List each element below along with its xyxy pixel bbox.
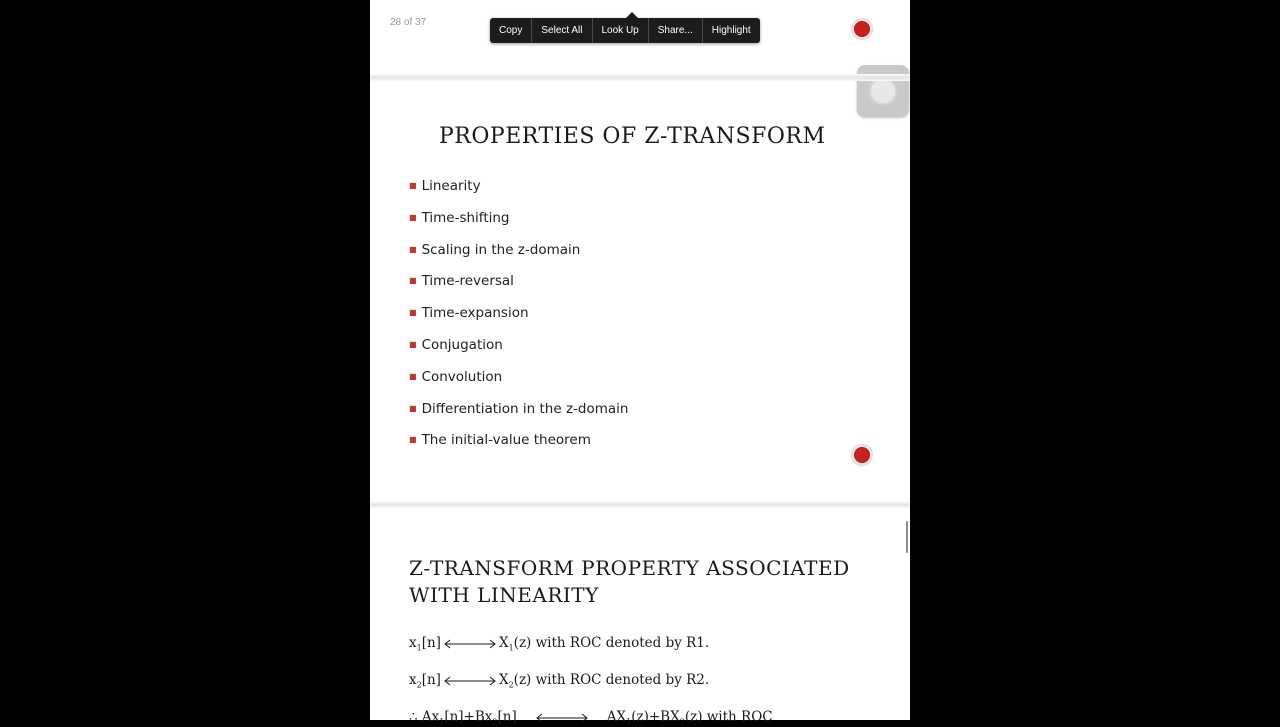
page-divider xyxy=(370,74,910,81)
list-item: ■ The initial-value theorem xyxy=(409,432,591,449)
slide-title: PROPERTIES OF Z-TRANSFORM xyxy=(439,124,826,149)
page-divider xyxy=(370,501,910,508)
list-item: ■ Conjugation xyxy=(409,336,503,353)
bullet-icon: ■ xyxy=(409,212,417,222)
bullet-icon: ■ xyxy=(409,435,417,445)
copy-menu-item[interactable]: Copy xyxy=(499,25,523,36)
bullet-icon: ■ xyxy=(409,244,417,254)
properties-list xyxy=(409,178,628,464)
highlight-menu-item[interactable]: Highlight xyxy=(702,18,760,43)
equation-line: $x_1[n]$ $X_1(z)$ with ROC denoted by R1. xyxy=(409,635,710,653)
bullet-icon: ■ xyxy=(409,403,417,413)
double-arrow-icon xyxy=(443,676,497,686)
bullet-icon: ■ xyxy=(409,276,417,286)
double-arrow-icon xyxy=(443,639,497,649)
assistive-touch-button[interactable] xyxy=(857,65,909,117)
list-item: ■ Scaling in the z-domain xyxy=(409,241,581,258)
record-dot-icon[interactable] xyxy=(852,445,872,465)
list-item: ■ Time-expansion xyxy=(409,305,529,322)
document-page xyxy=(370,0,910,727)
list-item: ■ Differentiation in the z-domain xyxy=(409,400,629,417)
scrollbar-thumb[interactable] xyxy=(906,521,908,553)
bullet-icon: ■ xyxy=(409,371,417,381)
text-context-menu xyxy=(490,18,760,43)
record-dot-icon[interactable] xyxy=(852,19,872,39)
list-item: ■ Time-reversal xyxy=(409,273,514,290)
look-up-menu-item[interactable]: Look Up xyxy=(592,18,648,43)
list-item: ■ Linearity xyxy=(409,178,481,194)
list-item: ■ Convolution xyxy=(409,368,503,385)
bullet-icon: ■ xyxy=(409,339,417,349)
bullet-icon: ■ xyxy=(409,181,417,190)
equation-line: ∴ $Ax_1[n]+Bx_2[n]$ $AX_1(z)+BX_2(z)$ with ROC xyxy=(409,709,773,727)
equation-line: $x_2[n]$ $X_2(z)$ with ROC denoted by R2. xyxy=(409,672,710,690)
select-all-menu-item[interactable]: Select All xyxy=(531,18,591,43)
share-menu-item[interactable]: Share... xyxy=(648,18,702,43)
double-arrow-icon xyxy=(519,713,605,723)
page-counter: 28 of 37 xyxy=(390,17,427,28)
list-item: ■ Time-shifting xyxy=(409,209,510,226)
bullet-icon: ■ xyxy=(409,308,417,318)
slide-title: Z-TRANSFORM PROPERTY ASSOCIATED WITH LINEARITY xyxy=(409,556,850,607)
